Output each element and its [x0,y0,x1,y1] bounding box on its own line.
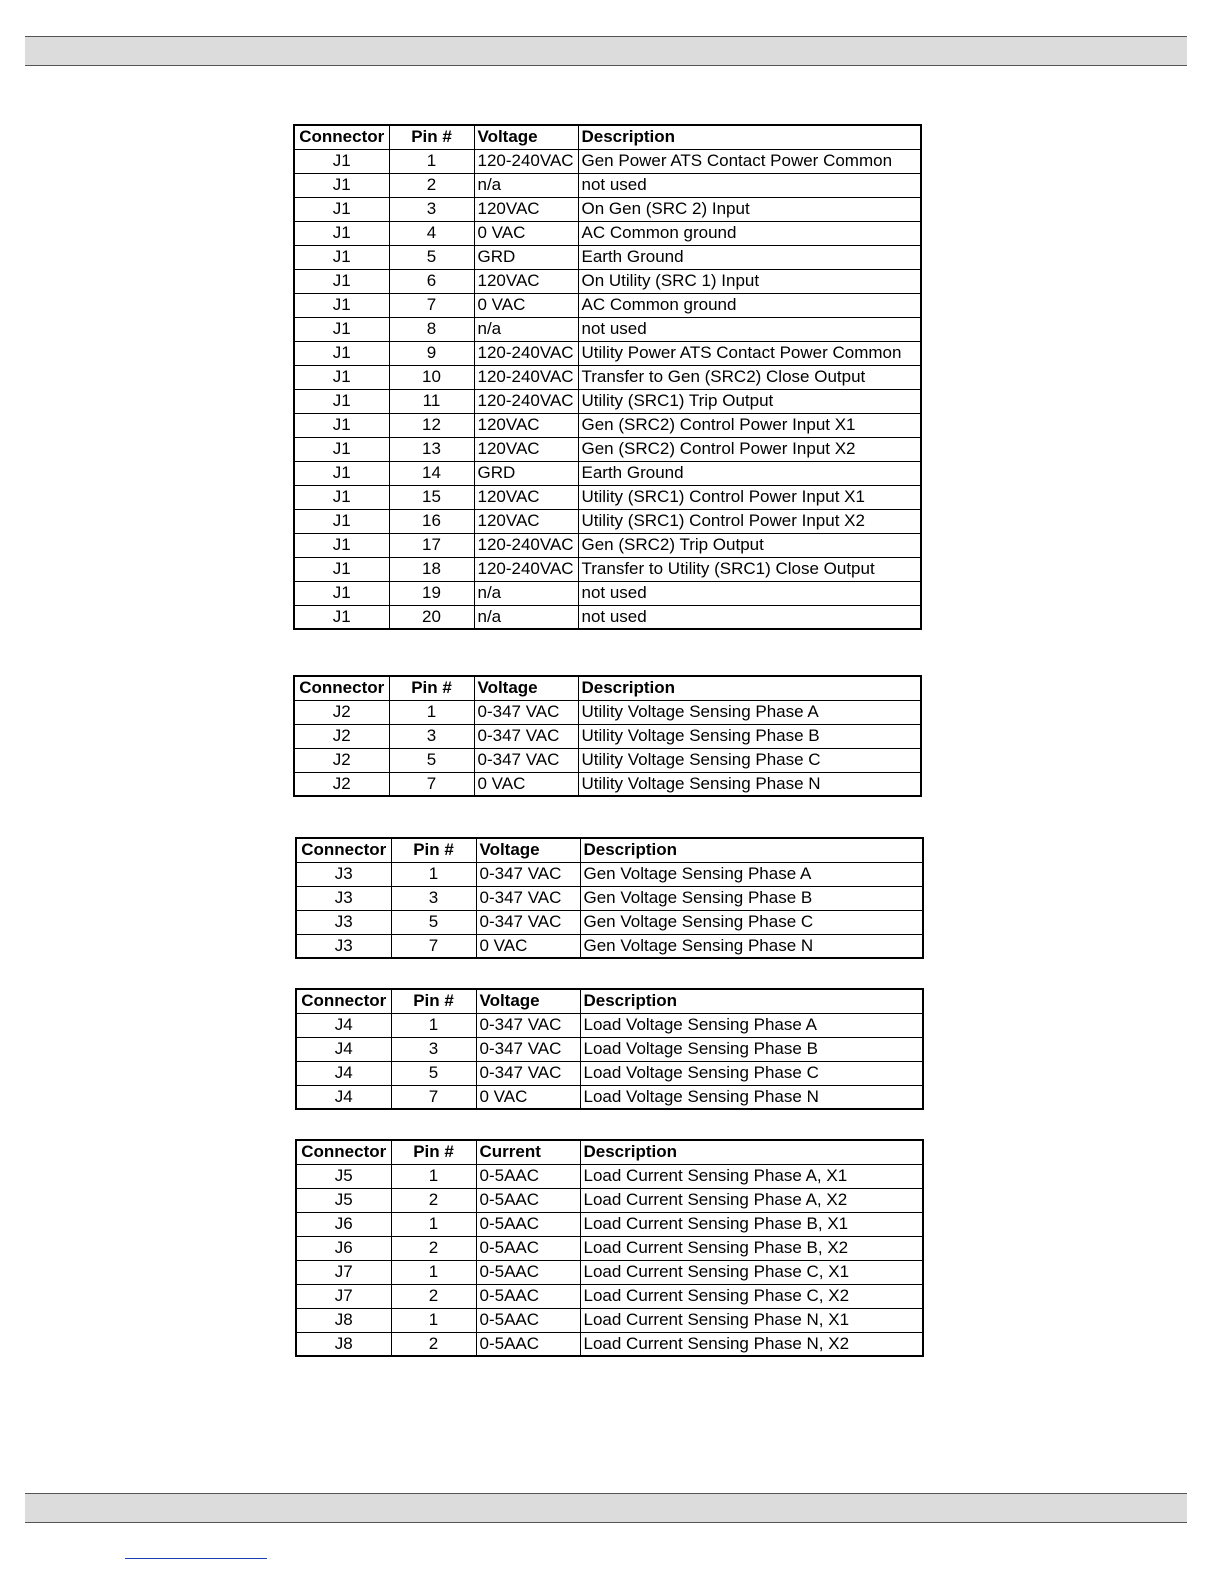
description-cell: Load Current Sensing Phase N, X2 [580,1332,923,1356]
rating-cell: GRD [474,245,578,269]
table-header-row [296,838,923,862]
connector-cell: J1 [294,461,389,485]
pin-cell: 4 [389,221,474,245]
table-row [294,341,921,365]
description-cell: not used [578,173,921,197]
pin-cell: 5 [389,748,474,772]
pin-cell: 2 [391,1284,476,1308]
table-row [294,173,921,197]
table-row [294,413,921,437]
connector-cell: J6 [296,1236,391,1260]
rating-cell: 0-347 VAC [476,886,580,910]
connector-cell: J2 [294,772,389,796]
column-header: Description [580,1140,923,1164]
connector-cell: J6 [296,1212,391,1236]
description-cell: Earth Ground [578,461,921,485]
description-cell: On Utility (SRC 1) Input [578,269,921,293]
rating-cell: 0-5AAC [476,1308,580,1332]
rating-cell: 0-347 VAC [476,1037,580,1061]
description-cell: AC Common ground [578,293,921,317]
connector-cell: J1 [294,413,389,437]
pin-cell: 17 [389,533,474,557]
table-row [294,581,921,605]
table-row [296,1332,923,1356]
pin-cell: 3 [389,724,474,748]
column-header: Connector [296,838,391,862]
table-row [294,245,921,269]
pin-cell: 14 [389,461,474,485]
table-row [294,509,921,533]
connector-cell: J1 [294,605,389,629]
connector-cell: J2 [294,700,389,724]
table-row [296,1308,923,1332]
column-header: Voltage [476,989,580,1013]
rating-cell: n/a [474,173,578,197]
pin-cell: 1 [391,1308,476,1332]
table-row [294,269,921,293]
rating-cell: 0 VAC [476,1085,580,1109]
pin-table-j4 [295,988,924,1110]
pin-cell: 16 [389,509,474,533]
table-header-row [294,676,921,700]
rating-cell: 120-240VAC [474,149,578,173]
description-cell: Utility Voltage Sensing Phase C [578,748,921,772]
pin-cell: 20 [389,605,474,629]
column-header: Current [476,1140,580,1164]
rating-cell: 0-5AAC [476,1332,580,1356]
table-row [296,1037,923,1061]
description-cell: Load Voltage Sensing Phase C [580,1061,923,1085]
description-cell: Utility Power ATS Contact Power Common [578,341,921,365]
pin-cell: 7 [391,1085,476,1109]
connector-cell: J7 [296,1284,391,1308]
pin-table-j2 [293,675,922,797]
connector-cell: J4 [296,1085,391,1109]
rating-cell: 0-347 VAC [476,1013,580,1037]
connector-cell: J1 [294,365,389,389]
description-cell: Utility Voltage Sensing Phase A [578,700,921,724]
rating-cell: 120VAC [474,413,578,437]
pin-cell: 7 [391,934,476,958]
pin-cell: 11 [389,389,474,413]
rating-cell: 0-347 VAC [476,910,580,934]
table-row [296,1212,923,1236]
pin-cell: 7 [389,772,474,796]
column-header: Pin # [389,125,474,149]
pin-cell: 18 [389,557,474,581]
table-row [294,748,921,772]
table-row [296,910,923,934]
connector-cell: J5 [296,1164,391,1188]
table-row [296,1164,923,1188]
pin-cell: 12 [389,413,474,437]
table-row [294,197,921,221]
pin-cell: 8 [389,317,474,341]
pin-cell: 2 [391,1236,476,1260]
connector-cell: J8 [296,1332,391,1356]
pin-cell: 1 [391,1164,476,1188]
table-row [294,700,921,724]
column-header: Voltage [474,125,578,149]
table-row [294,365,921,389]
description-cell: Gen Voltage Sensing Phase A [580,862,923,886]
connector-cell: J3 [296,862,391,886]
column-header: Pin # [391,1140,476,1164]
pin-cell: 1 [391,1212,476,1236]
rating-cell: 120VAC [474,509,578,533]
table-row [296,1188,923,1212]
connector-cell: J3 [296,934,391,958]
column-header: Voltage [476,838,580,862]
connector-cell: J7 [296,1260,391,1284]
connector-cell: J4 [296,1013,391,1037]
table-row [296,886,923,910]
table-header-row [296,989,923,1013]
description-cell: Transfer to Utility (SRC1) Close Output [578,557,921,581]
connector-cell: J1 [294,581,389,605]
description-cell: Utility Voltage Sensing Phase B [578,724,921,748]
table-row [294,293,921,317]
description-cell: Gen Power ATS Contact Power Common [578,149,921,173]
connector-cell: J1 [294,509,389,533]
rating-cell: GRD [474,461,578,485]
connector-cell: J4 [296,1061,391,1085]
column-header: Connector [294,676,389,700]
table-header-row [294,125,921,149]
pin-cell: 13 [389,437,474,461]
connector-cell: J1 [294,197,389,221]
connector-cell: J3 [296,886,391,910]
pin-table-j1 [293,124,922,630]
pin-cell: 3 [391,1037,476,1061]
description-cell: Load Voltage Sensing Phase A [580,1013,923,1037]
pin-cell: 2 [389,173,474,197]
connector-cell: J5 [296,1188,391,1212]
description-cell: Load Voltage Sensing Phase B [580,1037,923,1061]
description-cell: Load Current Sensing Phase A, X1 [580,1164,923,1188]
column-header: Connector [294,125,389,149]
table-row [294,485,921,509]
column-header: Connector [296,989,391,1013]
rating-cell: 0-347 VAC [474,724,578,748]
rating-cell: n/a [474,605,578,629]
description-cell: Load Current Sensing Phase A, X2 [580,1188,923,1212]
pin-cell: 19 [389,581,474,605]
footer-band [25,1493,1187,1523]
connector-cell: J1 [294,389,389,413]
pin-cell: 3 [391,886,476,910]
column-header: Pin # [391,989,476,1013]
pin-cell: 1 [391,1013,476,1037]
table-row [294,461,921,485]
rating-cell: 0-5AAC [476,1236,580,1260]
column-header: Voltage [474,676,578,700]
column-header: Description [580,989,923,1013]
pin-cell: 5 [391,910,476,934]
rating-cell: 0-5AAC [476,1212,580,1236]
rating-cell: 0-347 VAC [474,700,578,724]
connector-cell: J1 [294,533,389,557]
rating-cell: 120VAC [474,197,578,221]
column-header: Pin # [391,838,476,862]
rating-cell: 0-347 VAC [476,1061,580,1085]
connector-cell: J1 [294,221,389,245]
description-cell: Earth Ground [578,245,921,269]
description-cell: Gen (SRC2) Control Power Input X2 [578,437,921,461]
column-header: Pin # [389,676,474,700]
rating-cell: 120VAC [474,269,578,293]
description-cell: Load Current Sensing Phase B, X2 [580,1236,923,1260]
rating-cell: n/a [474,581,578,605]
description-cell: not used [578,605,921,629]
table-row [294,533,921,557]
table-row [294,317,921,341]
footer-link-line[interactable] [125,1558,267,1559]
rating-cell: 0 VAC [474,772,578,796]
connector-cell: J2 [294,724,389,748]
connector-cell: J4 [296,1037,391,1061]
connector-cell: J2 [294,748,389,772]
pin-table-current [295,1139,924,1357]
connector-cell: J1 [294,341,389,365]
description-cell: not used [578,581,921,605]
table-row [294,772,921,796]
description-cell: AC Common ground [578,221,921,245]
rating-cell: 0 VAC [474,293,578,317]
connector-cell: J1 [294,437,389,461]
connector-cell: J1 [294,317,389,341]
description-cell: Utility (SRC1) Control Power Input X1 [578,485,921,509]
table-header-row [296,1140,923,1164]
description-cell: Gen (SRC2) Control Power Input X1 [578,413,921,437]
pin-cell: 2 [391,1188,476,1212]
table-row [294,149,921,173]
table-row [296,1061,923,1085]
table-row [294,389,921,413]
rating-cell: 0-5AAC [476,1260,580,1284]
table-row [294,437,921,461]
rating-cell: 120-240VAC [474,533,578,557]
pin-cell: 3 [389,197,474,221]
rating-cell: 0 VAC [474,221,578,245]
pin-cell: 1 [391,862,476,886]
table-row [294,557,921,581]
pin-cell: 15 [389,485,474,509]
column-header: Connector [296,1140,391,1164]
connector-cell: J8 [296,1308,391,1332]
description-cell: not used [578,317,921,341]
pin-table-j3 [295,837,924,959]
connector-cell: J1 [294,557,389,581]
description-cell: Utility Voltage Sensing Phase N [578,772,921,796]
table-row [294,605,921,629]
description-cell: Load Current Sensing Phase B, X1 [580,1212,923,1236]
pin-cell: 5 [389,245,474,269]
pin-cell: 1 [389,149,474,173]
connector-cell: J1 [294,173,389,197]
table-row [296,1260,923,1284]
pin-cell: 7 [389,293,474,317]
pin-cell: 2 [391,1332,476,1356]
description-cell: Gen Voltage Sensing Phase N [580,934,923,958]
description-cell: Utility (SRC1) Control Power Input X2 [578,509,921,533]
pin-cell: 9 [389,341,474,365]
description-cell: Transfer to Gen (SRC2) Close Output [578,365,921,389]
description-cell: Load Current Sensing Phase C, X1 [580,1260,923,1284]
description-cell: Gen (SRC2) Trip Output [578,533,921,557]
rating-cell: 0 VAC [476,934,580,958]
table-row [296,1284,923,1308]
connector-cell: J1 [294,245,389,269]
table-row [294,724,921,748]
description-cell: Utility (SRC1) Trip Output [578,389,921,413]
table-row [296,1013,923,1037]
table-row [296,1085,923,1109]
rating-cell: 120-240VAC [474,557,578,581]
pin-cell: 5 [391,1061,476,1085]
column-header: Description [580,838,923,862]
header-band [25,36,1187,66]
rating-cell: 0-5AAC [476,1164,580,1188]
rating-cell: 0-347 VAC [476,862,580,886]
rating-cell: 120VAC [474,437,578,461]
description-cell: Gen Voltage Sensing Phase C [580,910,923,934]
description-cell: Gen Voltage Sensing Phase B [580,886,923,910]
column-header: Description [578,125,921,149]
rating-cell: n/a [474,317,578,341]
description-cell: On Gen (SRC 2) Input [578,197,921,221]
pin-cell: 1 [391,1260,476,1284]
rating-cell: 120-240VAC [474,389,578,413]
rating-cell: 0-5AAC [476,1284,580,1308]
table-row [296,862,923,886]
description-cell: Load Current Sensing Phase C, X2 [580,1284,923,1308]
pin-cell: 10 [389,365,474,389]
pin-cell: 6 [389,269,474,293]
connector-cell: J1 [294,485,389,509]
connector-cell: J3 [296,910,391,934]
table-row [296,1236,923,1260]
connector-cell: J1 [294,269,389,293]
column-header: Description [578,676,921,700]
rating-cell: 0-5AAC [476,1188,580,1212]
connector-cell: J1 [294,149,389,173]
rating-cell: 120-240VAC [474,341,578,365]
rating-cell: 120VAC [474,485,578,509]
rating-cell: 120-240VAC [474,365,578,389]
connector-cell: J1 [294,293,389,317]
description-cell: Load Voltage Sensing Phase N [580,1085,923,1109]
rating-cell: 0-347 VAC [474,748,578,772]
table-row [294,221,921,245]
description-cell: Load Current Sensing Phase N, X1 [580,1308,923,1332]
pin-cell: 1 [389,700,474,724]
table-row [296,934,923,958]
